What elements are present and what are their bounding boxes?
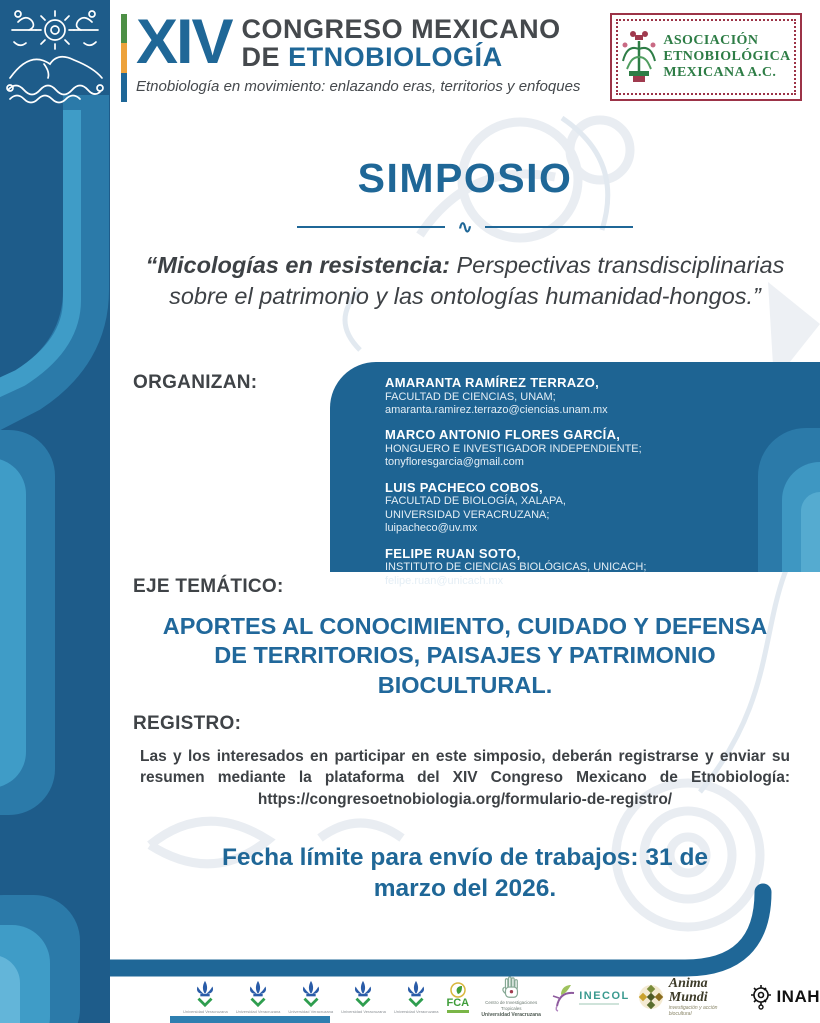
uv-logo-caption: Universidad Veracruzana xyxy=(235,1009,281,1015)
organizer-name: LUIS PACHECO COBOS, xyxy=(385,479,543,495)
quote-rest: Perspectivas transdisciplinarias sobre el patrimonio y las ontologías humanidad-hongos.” xyxy=(169,252,785,309)
inecol-logo xyxy=(553,982,630,1012)
uv-fleur-de-lis-icon xyxy=(299,980,323,1008)
fca-label: FCA xyxy=(446,996,470,1009)
citro-caption-line2: Universidad Veracruzana xyxy=(481,1011,541,1018)
organizer-email: felipe.ruan@unicach.mx xyxy=(385,574,504,587)
tricolor-orange-segment xyxy=(121,43,127,72)
asociacion-etnobiologica-logo xyxy=(610,13,802,101)
uv-logo-caption: Universidad Veracruzana xyxy=(393,1009,439,1015)
organizer-email: luipacheco@uv.mx xyxy=(385,522,478,535)
divider-squiggle-icon: ∿ xyxy=(457,217,473,237)
citro-caption xyxy=(477,1000,545,1018)
aem-name-line2: ETNOBIOLÓGICA xyxy=(663,49,791,65)
simposio-title: SIMPOSIO xyxy=(357,155,573,201)
inecol-subline xyxy=(579,1003,619,1005)
aem-floral-emblem-icon xyxy=(621,29,657,85)
congress-tagline: Etnobiología en movimiento: enlazando eras, territorios y enfoques xyxy=(136,77,581,95)
congress-title-line1: CONGRESO MEXICANO xyxy=(241,14,561,44)
footer-logos xyxy=(183,976,820,1018)
organizer-name: FELIPE RUAN SOTO, xyxy=(385,545,521,561)
citro-caption-line1: Centro de Investigaciones Tropicales xyxy=(485,1000,538,1011)
congress-title-line2-prefix: DE xyxy=(241,42,289,73)
aem-name-line1: ASOCIACIÓN xyxy=(663,33,759,49)
organizer-email: tonyfloresgarcia@gmail.com xyxy=(385,456,524,469)
uv-logo xyxy=(183,980,228,1014)
inah-logo xyxy=(749,984,820,1010)
tricolor-accent-bar xyxy=(121,14,127,102)
uv-fleur-de-lis-icon xyxy=(404,980,428,1008)
quote-lead: “Micologías en resistencia: xyxy=(145,252,450,278)
sidebar xyxy=(0,0,110,1023)
deadline-text: Fecha límite para envío de trabajos: 31 de marzo del 2026. xyxy=(221,844,709,902)
inecol-hummingbird-icon xyxy=(553,982,577,1012)
anima-mundi-logo xyxy=(638,977,742,1017)
organizer-email: amaranta.ramirez.terrazo@ciencias.unam.mx xyxy=(385,404,608,416)
eje-tematico-label: EJE TEMÁTICO: xyxy=(133,576,284,597)
bottom-accent-strip xyxy=(170,1016,330,1023)
uv-logo-caption: Universidad Veracruzana xyxy=(341,1009,386,1015)
uv-fleur-de-lis-icon xyxy=(351,980,375,1008)
organizan-label: ORGANIZAN: xyxy=(133,372,258,393)
uv-logo-caption: Universidad Veracruzana xyxy=(288,1009,334,1015)
uv-logo-caption: Universidad Veracruzana xyxy=(183,1009,228,1015)
anima-mundi-label: Anima Mundi xyxy=(668,976,708,1006)
fca-leaf-icon xyxy=(449,982,467,998)
uv-logo xyxy=(288,980,333,1014)
organizer-affiliation: HONGUERO E INVESTIGADOR INDEPENDIENTE; xyxy=(385,443,642,455)
organizer-affiliation: FACULTAD DE CIENCIAS, UNAM; xyxy=(385,390,556,403)
organizer-name: MARCO ANTONIO FLORES GARCÍA, xyxy=(385,427,621,443)
registro-label: REGISTRO: xyxy=(133,713,242,734)
tricolor-green-segment xyxy=(121,14,127,43)
uv-logo xyxy=(236,980,281,1014)
organizer-affiliation: FACULTAD DE BIOLOGÍA, XALAPA, xyxy=(385,495,566,508)
anima-mundi-subtitle: investigación y acción biocultural xyxy=(668,1005,718,1018)
congress-roman-numeral: XIV xyxy=(136,7,232,77)
uv-logo xyxy=(341,980,386,1014)
inah-emblem-icon xyxy=(749,984,773,1010)
congress-title-line2-accent: ETNOBIOLOGÍA xyxy=(288,42,503,73)
fca-logo xyxy=(447,982,470,1013)
uv-fleur-de-lis-icon xyxy=(193,980,217,1008)
organizer-affiliation: INSTITUTO DE CIENCIAS BIOLÓGICAS, UNICACH; xyxy=(385,561,647,574)
fca-underline xyxy=(447,1010,469,1013)
uv-fleur-de-lis-icon xyxy=(246,980,270,1008)
anima-mundi-emblem-icon xyxy=(638,984,664,1010)
congress-header xyxy=(136,7,581,95)
tricolor-blue-segment xyxy=(121,73,127,102)
congress-title-line2 xyxy=(242,43,561,71)
inah-label: INAH xyxy=(776,987,820,1007)
eje-tematico-text: APORTES AL CONOCIMIENTO, CUIDADO Y DEFENSA DE TERRITORIOS, PAISAJES Y PATRIMONIO BIOCULTURAL. xyxy=(162,613,768,698)
organizer-name: AMARANTA RAMÍREZ TERRAZO, xyxy=(385,375,600,390)
inecol-label: INECOL xyxy=(579,989,630,1002)
codex-emblem-icon xyxy=(0,0,110,108)
registro-text: Las y los interesados en participar en este simposio, deberán registrarse y enviar su resumen mediante la plataforma del XIV Congreso Mexicano de Etnobiología: https://congresoetnobiologia.org/formulario-de-registro/ xyxy=(140,748,790,808)
organizer-affiliation: UNIVERSIDAD VERACRUZANA; xyxy=(385,508,550,521)
citro-hand-icon xyxy=(500,976,522,1000)
sidebar-wave-decoration xyxy=(0,0,110,1023)
uv-logo xyxy=(394,980,439,1014)
citro-logo xyxy=(477,976,545,1018)
aem-name-line3: MEXICANA A.C. xyxy=(663,64,777,80)
